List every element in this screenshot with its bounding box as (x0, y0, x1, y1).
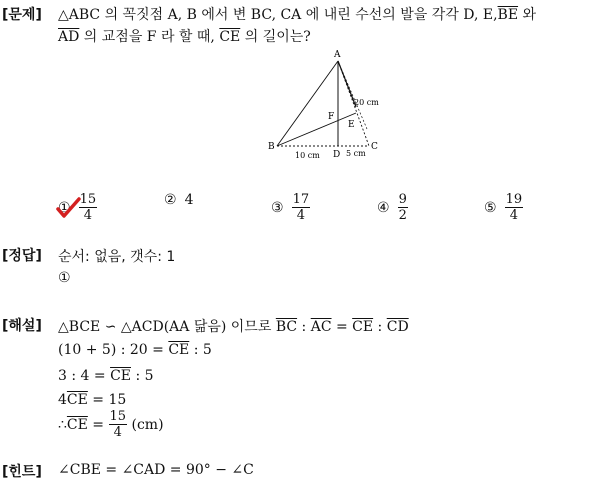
answer-order-count: 순서: 없음, 갯수: 1 (58, 249, 176, 265)
question-line-1: △ABC 의 꼭짓점 A, B 에서 변 BC, CA 에 내린 수선의 발을 각각 D, $E,\overline{BE}$ 와 (58, 7, 537, 23)
choice-5-fraction: $\frac{19}{4}$ (505, 192, 523, 223)
vertex-a-label: A (334, 50, 341, 60)
explanation-line-3: 3 : $4 = \overline{CE}$ : 5 (58, 368, 154, 384)
hint-label: [힌트] (2, 464, 42, 480)
bd-length-label: 10 cm (295, 151, 320, 160)
choice-3-fraction: $\frac{17}{4}$ (292, 192, 310, 223)
vertex-b-label: B (268, 142, 275, 152)
vertex-d-label: D (333, 150, 341, 160)
explanation-line-1: △BCE ∽ △ACD(AA 닮음) 이므로 $\overline{BC}$ : $\overline{AC} = \overline{CE}$ : $\overline{CD}$ (58, 319, 409, 335)
question-line-2: $\overline{AD}$ 의 교점을 F 라 할 때, $\overline{CE}$ 의 길이는? (58, 29, 311, 45)
answer-value: ① (58, 270, 71, 286)
explanation-fraction: $\frac{15}{4}$ (109, 409, 127, 440)
checkmark-icon (55, 197, 81, 219)
explanation-line-4: $4\overline{CE} = 15$ (58, 392, 127, 408)
answer-label: [정답] (2, 248, 42, 264)
choice-2-value: 4 (184, 192, 194, 208)
vertex-e-label: E (348, 120, 355, 130)
question-label: [문제] (2, 7, 42, 23)
dc-length-label: 5 cm (346, 149, 366, 158)
triangle-figure (265, 45, 395, 165)
choice-4-fraction: $\frac{9}{2}$ (398, 192, 407, 223)
vertex-c-label: C (371, 142, 378, 152)
choice-5[interactable]: ⑤ $\frac{19}{4}$ (484, 192, 523, 223)
choice-3[interactable]: ③ $\frac{17}{4}$ (271, 192, 310, 223)
ac-length-label: 20 cm (354, 98, 379, 107)
explanation-line-2: (10 + 5) : $20 = \overline{CE}$ : 5 (58, 342, 212, 358)
explanation-label: [해설] (2, 318, 42, 334)
choice-2[interactable]: ② 4 (164, 192, 194, 208)
explanation-line-5: ∴ $\overline{CE}$ = $\frac{15}{4}$ (cm) (58, 409, 164, 440)
choice-1-fraction: $\frac{15}{4}$ (79, 192, 97, 223)
choice-1-mark: ① (58, 199, 71, 216)
choice-1[interactable] (58, 192, 97, 223)
hint-text: ∠CBE = ∠CAD = 90° − ∠C (58, 462, 254, 478)
choice-4[interactable]: ④ $\frac{9}{2}$ (377, 192, 407, 223)
vertex-f-label: F (328, 112, 335, 122)
